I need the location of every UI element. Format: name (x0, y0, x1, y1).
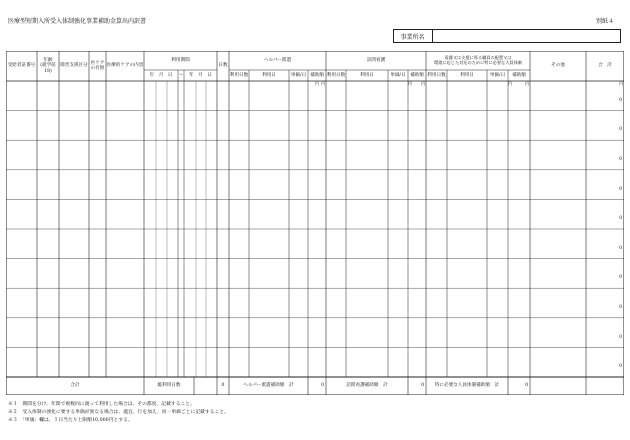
row-total-value: 0 (619, 245, 622, 251)
footer-helper-total-label: ヘルパー派遣補助額 計 (243, 383, 294, 389)
staff-amount-yen: 円 (525, 81, 529, 86)
header-home-nursing: 訪問看護 (366, 57, 386, 63)
header-days: 日数 (218, 63, 228, 69)
header-helper-unit-price: 単価/日 (290, 72, 307, 78)
row-total-value: 0 (619, 157, 622, 162)
total-yen: 円 (619, 81, 623, 86)
header-other: その他 (551, 63, 565, 69)
note-3: ※３ 「単価」欄は、１日当たり上限額10,000円とする。 (8, 418, 133, 423)
nurse-amount-yen: 円 (421, 81, 425, 86)
header-total: 合 計 (598, 63, 612, 69)
header-period-separator: ～ (178, 72, 184, 78)
row-total-value: 0 (619, 186, 622, 192)
helper-amount-yen: 円 (321, 81, 325, 86)
table-grid-lines (6, 51, 624, 395)
header-usage-period: 利用期間 (171, 57, 190, 63)
header-nurse-dates: 利用日 (360, 72, 374, 78)
footer-total-days-value: 0 (221, 383, 225, 389)
header-nurse-amount: 補助額 (410, 72, 424, 78)
header-recipient-number: 受給者証番号 (7, 63, 36, 69)
header-helper-dates: 利用日 (262, 72, 276, 78)
form-number-label: 別紙４ (596, 18, 615, 25)
footer-nurse-total-value: 0 (421, 383, 424, 389)
helper-unit-yen: 円 (315, 81, 319, 86)
header-helper-dispatch: ヘルパー派遣 (263, 57, 292, 63)
row-total-value: 0 (619, 305, 622, 310)
header-period-from: 年 月 日 (149, 72, 173, 78)
note-1: ※１ 期間を分け、年間で複数回に渡って利用した場合は、その都度、記載すること。 (8, 402, 195, 407)
row-total-value: 0 (619, 216, 622, 222)
note-2: ※２ 受入体制の強化に要する単価が異なる場合は、適宜、行を加え、同一単価ごとに記載すること。 (8, 410, 229, 415)
nurse-unit-yen: 円 (408, 81, 412, 86)
header-medical-care-flag: 医ケア の有無 (90, 60, 105, 71)
row-total-value: 0 (619, 275, 622, 281)
footer-nurse-total-label: 訪問看護補助額 計 (346, 383, 388, 389)
header-staff-amount: 補助額 (512, 72, 526, 78)
footer-sum-label: 合計 (70, 383, 80, 389)
header-staff-unit-price: 単価/日 (489, 72, 506, 78)
header-nurse-unit-price: 単価/日 (390, 72, 406, 78)
footer-helper-total-value: 0 (321, 383, 324, 389)
header-period-to: 年 月 日 (189, 72, 212, 78)
header-helper-days: 利用日数 (229, 72, 249, 78)
footer-staff-total-label: 特に必要な人員体制補助額 計 (434, 383, 500, 389)
staff-unit-yen: 円 (508, 81, 512, 86)
footer-total-days-label: 総利用日数 (157, 383, 181, 389)
header-staffing-support: 看護又は支援に係る職員の配置又は 環境に応じた対応のために特に必要な人員体制 (434, 54, 522, 65)
header-staff-days: 利用日数 (427, 72, 446, 78)
row-total-value: 0 (619, 97, 622, 103)
header-helper-amount: 補助額 (310, 72, 324, 78)
row-total-value: 0 (619, 127, 622, 133)
header-nurse-days: 利用日数 (326, 72, 346, 78)
row-total-value: 0 (619, 334, 622, 340)
header-care-details: 医療的ケアの内容 (106, 63, 144, 69)
document-title: 医療型短期入所受入体制強化事業補助金算出内訳書 (8, 18, 147, 25)
footer-staff-total-value: 0 (525, 383, 528, 389)
row-total-value: 0 (619, 364, 622, 370)
header-age: 年齢 (就学前 18) (40, 58, 56, 74)
office-name-field[interactable] (434, 29, 624, 43)
breakdown-table (6, 51, 624, 395)
office-name-label: 事業所名 (393, 29, 433, 43)
header-staff-dates: 利用日 (460, 72, 474, 78)
header-disability-category: 障害支援区分 (60, 63, 88, 69)
